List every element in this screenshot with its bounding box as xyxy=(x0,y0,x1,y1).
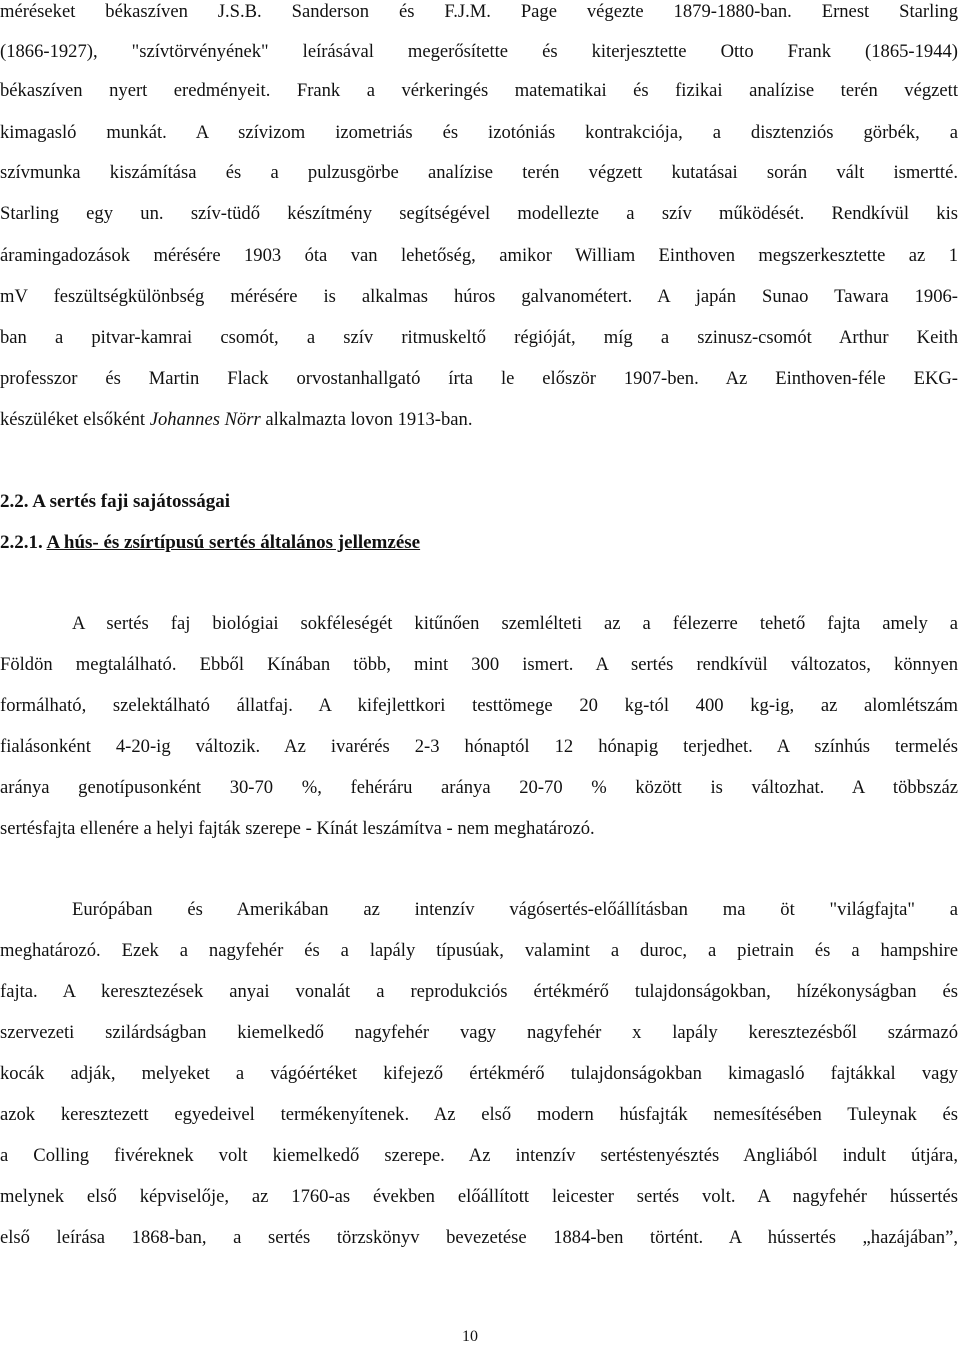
subsection-heading xyxy=(0,532,420,554)
section-heading: 2.2. A sertés faji sajátosságai xyxy=(0,491,231,512)
text-line: fajta. A keresztezések anyai vonalát a reprodukciós értékmérő tulajdonságokban, hízékonyságban és xyxy=(0,981,958,1002)
text-line: méréseket békaszíven J.S.B. Sanderson és F.J.M. Page végezte 1879-1880-ban. Ernest Starling xyxy=(0,1,958,22)
text-line: kimagasló munkát. A szívizom izometriás és izotóniás kontrakciója, a disztenziós görbék, a xyxy=(0,122,958,143)
text-run: alkalmazta lovon 1913-ban. xyxy=(260,409,473,430)
text-line: szívmunka kiszámítása és a pulzusgörbe analízise terén végzett kutatásai során vált ismertté. xyxy=(0,162,958,183)
text-line: szervezeti szilárdságban kiemelkedő nagyfehér vagy nagyfehér x lapály keresztezésből származó xyxy=(0,1022,958,1043)
text-line: békaszíven nyert eredményeit. Frank a vérkeringés matematikai és fizikai analízise terén végzett xyxy=(0,80,958,101)
text-line: A sertés faj biológiai sokféleségét kitűnően szemlélteti az a félezerre tehető fajta amely a xyxy=(72,613,958,634)
text-line: Európában és Amerikában az intenzív vágósertés-előállításban ma öt "világfajta" a xyxy=(72,899,958,920)
text-line: professzor és Martin Flack orvostanhallgató írta le először 1907-ben. Az Einthoven-féle EKG- xyxy=(0,368,958,389)
text-line: áramingadozások mérésére 1903 óta van lehetőség, amikor William Einthoven megszerkesztette az 1 xyxy=(0,245,958,266)
text-line: azok keresztezett egyedeivel termékenyítenek. Az első modern húsfajták nemesítésében Tuleynak és xyxy=(0,1104,958,1125)
text-line: (1866-1927), "szívtörvényének" leírásával megerősítette és kiterjesztette Otto Frank (1865-1944) xyxy=(0,41,958,62)
text-line: fialásonként 4-20-ig változik. Az ivarérés 2-3 hónaptól 12 hónapig terjedhet. A színhús termelés xyxy=(0,736,958,757)
text-line: aránya genotípusonként 30-70 %, fehéráru aránya 20-70 % között is változhat. A többszáz xyxy=(0,777,958,798)
text-line: ban a pitvar-kamrai csomót, a szív ritmuskeltő régióját, míg a szinusz-csomót Arthur Keith xyxy=(0,327,958,348)
text-run: készüléket elsőként xyxy=(0,409,150,430)
text-line: sertésfajta ellenére a helyi fajták szerepe - Kínát leszámítva - nem meghatározó. xyxy=(0,818,595,839)
text-line-last xyxy=(0,409,958,431)
text-line: kocák adják, melyeket a vágóértéket kifejező értékmérő tulajdonságokban kimagasló fajtákkal vagy xyxy=(0,1063,958,1084)
text-line: Starling egy un. szív-tüdő készítmény segítségével modellezte a szív működését. Rendkívül kis xyxy=(0,203,958,224)
subsection-title: A hús- és zsírtípusú sertés általános jellemzése xyxy=(46,532,421,553)
text-line: formálható, szelektálható állatfaj. A kifejlettkori testtömege 20 kg-tól 400 kg-ig, az alomlétszám xyxy=(0,695,958,716)
text-line: mV feszültségkülönbség mérésére is alkalmas húros galvanométert. A japán Sunao Tawara 1906- xyxy=(0,286,958,307)
text-line: meghatározó. Ezek a nagyfehér és a lapály típusúak, valamint a duroc, a pietrain és a hampshire xyxy=(0,940,958,961)
italic-name: Johannes Nörr xyxy=(149,409,261,430)
subsection-number: 2.2.1. xyxy=(0,532,47,553)
text-line: a Colling fivéreknek volt kiemelkedő szerepe. Az intenzív sertéstenyésztés Angliából indult útjára, xyxy=(0,1145,958,1166)
page-number: 10 xyxy=(462,1328,478,1345)
text-line: melynek első képviselője, az 1760-as években előállított leicester sertés volt. A nagyfehér hússertés xyxy=(0,1186,958,1207)
text-line: Földön megtalálható. Ebből Kínában több, mint 300 ismert. A sertés rendkívül változatos, könnyen xyxy=(0,654,958,675)
text-line: első leírása 1868-ban, a sertés törzskönyv bevezetése 1884-ben történt. A hússertés „hazájában”, xyxy=(0,1227,958,1248)
